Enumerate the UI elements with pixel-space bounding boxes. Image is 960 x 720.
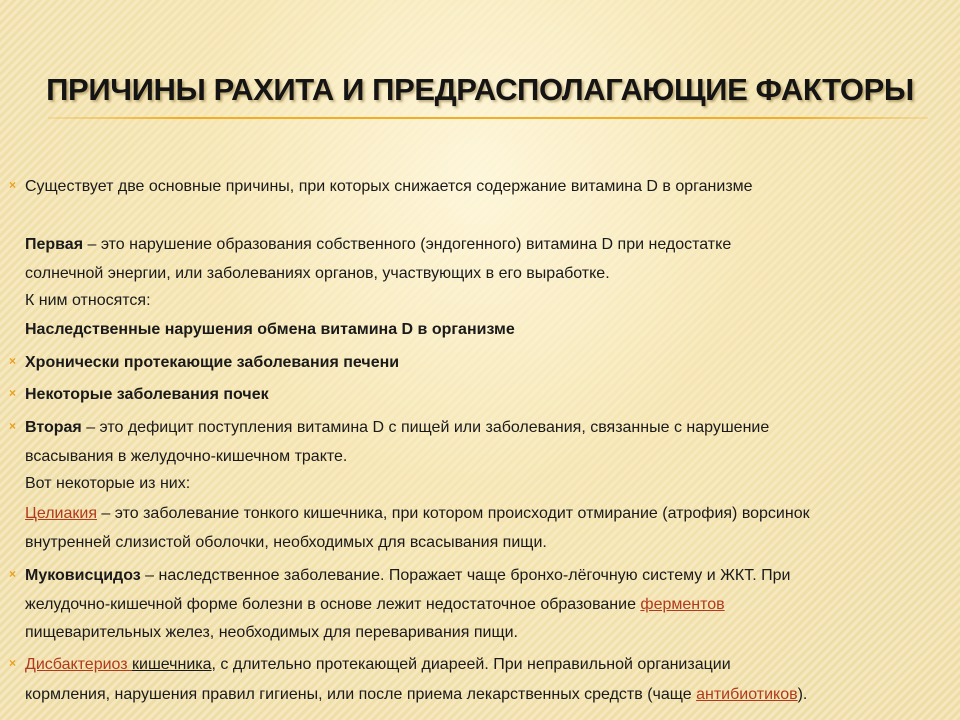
first-cause-line <box>25 235 945 255</box>
enzymes-link[interactable]: ферментов <box>640 596 725 613</box>
celiac-link[interactable]: Целиакия <box>25 505 97 522</box>
muco-label: Муковисцидоз <box>25 567 141 584</box>
dysbacteriosis-link[interactable]: Дисбактериоз <box>25 656 133 673</box>
first-cause-item-hereditary: Наследственные нарушения обмена витамина D в организме <box>25 321 515 338</box>
first-cause-text: – это нарушение образования собственного (эндогенного) витамина D при недостатке <box>83 236 732 253</box>
muco-text: – наследственное заболевание. Поражает чаще бронхо-лёгочную систему и ЖКТ. При <box>140 567 791 584</box>
bullet-icon: × <box>9 386 17 400</box>
muco-text2: желудочно-кишечной форме болезни в основе лежит недостаточное образование <box>25 596 641 613</box>
first-cause-item-liver: Хронически протекающие заболевания печени <box>25 354 400 371</box>
celiac-line <box>25 504 945 524</box>
bullet-icon: × <box>9 178 17 192</box>
celiac-text: – это заболевание тонкого кишечника, при котором происходит отмирание (атрофия) ворсинок <box>96 505 810 522</box>
celiac-text-cont: внутренней слизистой оболочки, необходимых для всасывания пищи. <box>25 534 547 551</box>
first-cause-text-cont: солнечной энергии, или заболеваниях органов, участвующих в его выработке. <box>25 265 610 282</box>
second-cause-line <box>25 418 945 438</box>
muco-text-cont <box>25 595 945 615</box>
second-cause-label: Вторая <box>25 419 82 436</box>
dysbacteriosis-text2: кормления, нарушения правил гигиены, или после приема лекарственных средств (чаще <box>25 686 697 703</box>
intro-text: Существует две основные причины, при которых снижается содержание витамина D в организме <box>25 178 753 195</box>
antibiotics-link[interactable]: антибиотиков <box>696 686 798 703</box>
second-cause-text: – это дефицит поступления витамина D с пищей или заболевания, связанные с нарушение <box>81 419 770 436</box>
slide-title: ПРИЧИНЫ РАХИТА И ПРЕДРАСПОЛАГАЮЩИЕ ФАКТОРЫ <box>46 72 914 107</box>
muco-line <box>25 566 945 586</box>
bullet-icon: × <box>9 419 17 433</box>
second-cause-text-cont: всасывания в желудочно-кишечном тракте. <box>25 448 348 465</box>
intestine-underlined: кишечника <box>132 656 212 673</box>
bullet-icon: × <box>9 656 17 670</box>
second-cause-lead: Вот некоторые из них: <box>25 475 191 492</box>
dysbacteriosis-text-cont <box>25 685 945 705</box>
dysbacteriosis-line <box>25 655 945 675</box>
muco-text3: пищеварительных желез, необходимых для переваривания пищи. <box>25 624 518 641</box>
dysbacteriosis-text2-end: ). <box>797 686 808 703</box>
first-cause-lead: К ним относятся: <box>25 292 151 309</box>
first-cause-label: Первая <box>25 236 84 253</box>
dysbacteriosis-text: , с длительно протекающей диареей. При неправильной организации <box>211 656 731 673</box>
bullet-icon: × <box>9 567 17 581</box>
bullet-icon: × <box>9 354 17 368</box>
first-cause-item-kidney: Некоторые заболевания почек <box>25 386 269 403</box>
